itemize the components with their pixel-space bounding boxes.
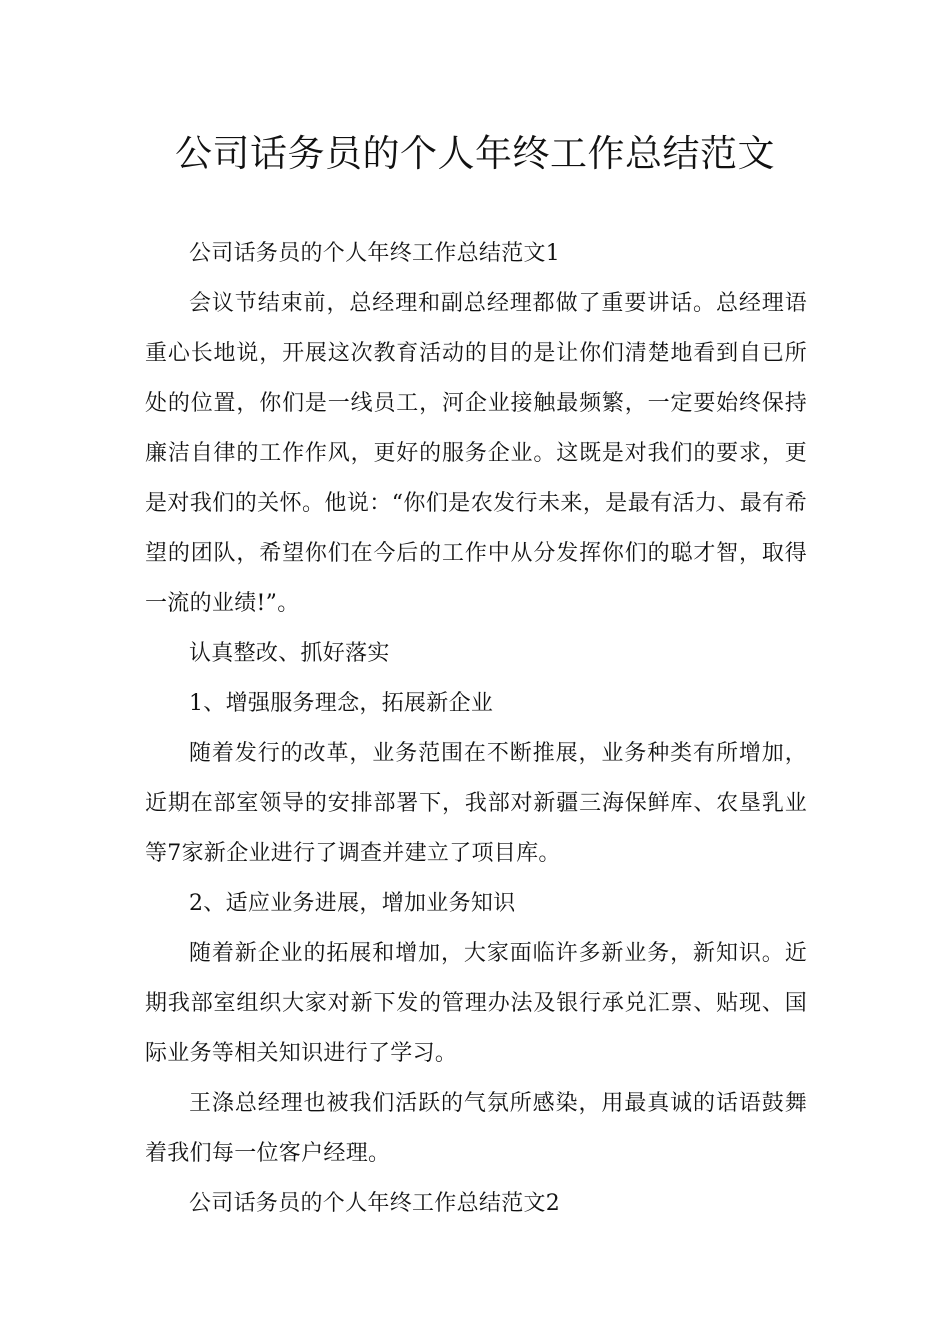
paragraph: 会议节结束前，总经理和副总经理都做了重要讲话。总经理语重心长地说，开展这次教育活动的目的是让你们清楚地看到自已所处的位置，你们是一线员工，河企业接触最频繁，一定要始终保持廉洁自律的工作作风，更好的服务企业。这既是对我们的要求，更是对我们的关怀。他说：“你们是农发行未来，是最有活力、最有希望的团队，希望你们在今后的工作中从分发挥你们的聪才智，取得一流的业绩!”。 bbox=[145, 291, 807, 616]
section-heading: 公司话务员的个人年终工作总结范文1 bbox=[189, 241, 561, 266]
document-title: 公司话务员的个人年终工作总结范文 bbox=[175, 132, 775, 175]
paragraph: 随着新企业的拓展和增加，大家面临许多新业务，新知识。近期我部室组织大家对新下发的管理办法及银行承兑汇票、贴现、国际业务等相关知识进行了学习。 bbox=[145, 941, 807, 1066]
paragraph: 随着发行的改革，业务范围在不断推展，业务种类有所增加，近期在部室领导的安排部署下，我部对新疆三海保鲜库、农垦乳业等7家新企业进行了调查并建立了项目库。 bbox=[145, 741, 807, 866]
subheading: 1、增强服务理念，拓展新企业 bbox=[189, 691, 494, 716]
section-heading: 公司话务员的个人年终工作总结范文2 bbox=[189, 1191, 561, 1216]
subheading: 认真整改、抓好落实 bbox=[189, 641, 390, 666]
paragraph: 王涤总经理也被我们活跃的气氛所感染，用最真诚的话语鼓舞着我们每一位客户经理。 bbox=[145, 1091, 807, 1166]
document-body bbox=[145, 229, 807, 1229]
subheading: 2、适应业务进展，增加业务知识 bbox=[189, 891, 516, 916]
